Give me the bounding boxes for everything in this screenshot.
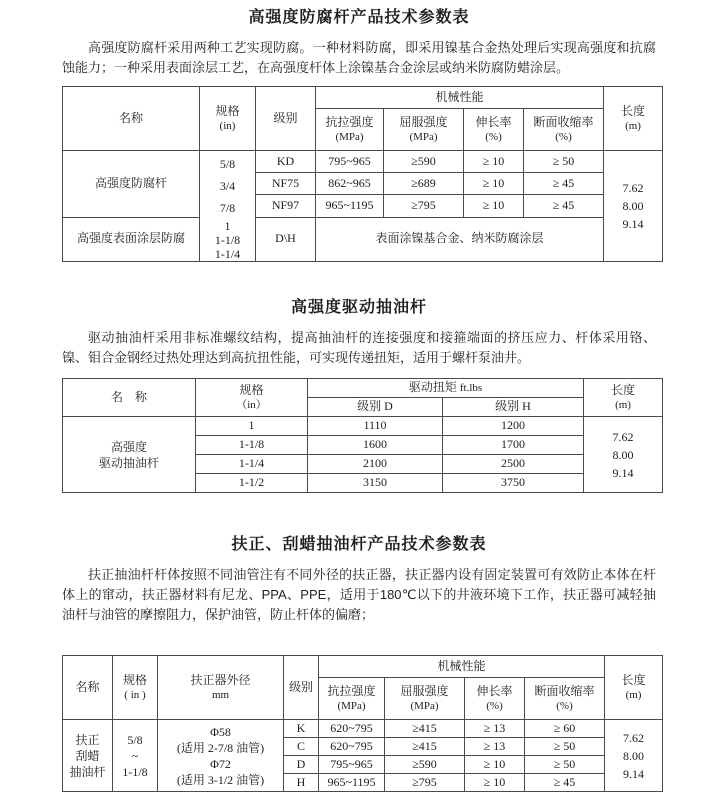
od-value: Φ72 — [210, 756, 231, 771]
product-name-line: 抽油杆 — [69, 764, 106, 779]
table-row — [63, 217, 663, 261]
product-name-line: 扶正 — [75, 732, 100, 747]
yield-unit: (MPa) — [409, 130, 438, 143]
length-value: 8.00 — [623, 748, 645, 763]
torque-d-cell: 1600 — [308, 436, 443, 455]
product-name-cell — [63, 417, 196, 493]
spec-cell: 1-1/4 — [196, 455, 308, 474]
od-note: (适用 2-7/8 油管) — [176, 740, 265, 755]
yield-label: 屈服强度 — [399, 115, 448, 130]
spec-value: 3/4 — [219, 179, 236, 193]
yield-cell: ≥689 — [384, 173, 464, 195]
elongation-header-cell — [465, 678, 525, 720]
reduction-header-cell — [525, 678, 605, 720]
length-unit: (m) — [625, 688, 642, 701]
yield-header-cell — [385, 678, 465, 720]
length-label: 长度 — [621, 673, 646, 688]
elongation-cell: ≥ 10 — [464, 173, 524, 195]
od-values-cell — [158, 720, 284, 792]
od-label: 扶正器外径 — [190, 673, 251, 688]
grade-cell: KD — [256, 151, 316, 173]
anticorrosion-rod-table — [62, 86, 663, 262]
length-value: 7.62 — [622, 181, 644, 195]
length-header-cell — [584, 379, 663, 417]
elongation-cell: ≥ 10 — [465, 756, 525, 774]
reduction-header-cell — [524, 109, 604, 151]
length-value: 9.14 — [622, 217, 644, 231]
coating-note-cell: 表面涂镍基合金、纳米防腐涂层 — [316, 217, 604, 261]
length-value: 7.62 — [612, 429, 634, 444]
spec-value: 5/8 — [127, 732, 143, 747]
spec-cell: 1-1/8 — [196, 436, 308, 455]
section1-intro: 高强度防腐杆采用两种工艺实现防腐。一种材料防腐，即采用镍基合金热处理后实现高强度和抗腐蚀能力；一种采用表面涂层工艺，在高强度杆体上涂镍基合金涂层或纳米防腐防蜡涂层。 — [62, 40, 656, 75]
section1-title: 高强度防腐杆产品技术参数表 — [248, 9, 470, 26]
spec-cell: 1 — [196, 417, 308, 436]
yield-cell: ≥795 — [384, 195, 464, 217]
torque-h-cell: 1700 — [443, 436, 584, 455]
torque-header-cell — [308, 379, 584, 398]
grade-cell: D — [284, 756, 319, 774]
torque-label: 驱动扭矩 — [408, 380, 457, 395]
yield-cell: ≥590 — [385, 756, 465, 774]
section3-intro: 扶正抽油杆杆体按照不同油管注有不同外径的扶正器，扶正器内设有固定装置可有效防止本体在杆体上的窜动，扶正器材料有尼龙、PPA、PPE，适用于180℃以下的井液环境下工作，扶正器可减轻抽油杆与油管的摩擦阻力，保护油管，防止杆体的偏磨； — [62, 567, 656, 622]
grade-cell: D\H — [256, 217, 316, 261]
length-label: 长度 — [611, 383, 636, 398]
elongation-label: 伸长率 — [476, 684, 513, 699]
yield-unit: (MPa) — [410, 699, 439, 712]
table-row — [63, 720, 663, 738]
tensile-cell: 620~795 — [319, 720, 385, 738]
centralizer-rod-table — [62, 655, 663, 792]
reduction-cell: ≥ 50 — [525, 756, 605, 774]
tensile-cell: 965~1195 — [319, 774, 385, 792]
table-row — [63, 417, 663, 436]
spec-unit: （in） — [236, 398, 267, 411]
yield-cell: ≥415 — [385, 738, 465, 756]
spec-value: 1 — [224, 219, 231, 233]
tensile-cell: 795~965 — [319, 756, 385, 774]
reduction-cell: ≥ 45 — [525, 774, 605, 792]
product-name-cell — [63, 720, 113, 792]
name-header-cell: 名 称 — [63, 379, 196, 417]
tensile-header-cell — [316, 109, 384, 151]
grade-cell: NF97 — [256, 195, 316, 217]
grade-header-cell: 级别 — [284, 656, 319, 720]
yield-cell: ≥795 — [385, 774, 465, 792]
length-header-cell — [604, 87, 663, 151]
length-header-cell — [605, 656, 663, 720]
grade-header-cell: 级别 — [256, 87, 316, 151]
length-unit: (m) — [615, 398, 631, 411]
spec-header-cell — [113, 656, 158, 720]
yield-header-cell — [384, 109, 464, 151]
spec-value: 7/8 — [219, 201, 236, 215]
elongation-label: 伸长率 — [475, 115, 512, 130]
mechanical-header-cell: 机械性能 — [316, 87, 604, 109]
length-value: 9.14 — [623, 766, 645, 781]
reduction-unit: (%) — [555, 130, 572, 143]
reduction-label: 断面收缩率 — [533, 115, 594, 130]
spec-value: 5/8 — [219, 157, 236, 171]
torque-unit: ft.lbs — [459, 382, 483, 395]
length-value: 8.00 — [612, 447, 634, 462]
spec-header-cell — [200, 87, 256, 151]
grade-cell: NF75 — [256, 173, 316, 195]
reduction-cell: ≥ 50 — [524, 151, 604, 173]
yield-label: 屈服强度 — [400, 684, 449, 699]
reduction-cell: ≥ 45 — [524, 195, 604, 217]
spec-unit: (in) — [219, 119, 236, 132]
mechanical-header-cell: 机械性能 — [319, 656, 605, 678]
tensile-cell: 862~965 — [316, 173, 384, 195]
section3-title: 扶正、刮蜡抽油杆产品技术参数表 — [231, 536, 487, 553]
tensile-label: 抗拉强度 — [327, 684, 376, 699]
od-header-cell — [158, 656, 284, 720]
section2-intro: 驱动抽油杆采用非标准螺纹结构，提高抽油杆的连接强度和接箍端面的挤压应力、杆体采用铬、镍、钼合金钢经过热处理达到高抗扭性能，可实现传递扭矩，适用于螺杆泵油井。 — [62, 330, 656, 365]
od-value: Φ58 — [210, 724, 231, 739]
name-header-cell: 名称 — [63, 87, 200, 151]
od-unit: mm — [211, 688, 230, 701]
spec-label: 规格 — [215, 104, 240, 119]
drive-rod-table — [62, 378, 663, 493]
section2-title: 高强度驱动抽油杆 — [290, 299, 427, 316]
product-name-cell: 高强度表面涂层防腐 — [63, 217, 200, 261]
length-value: 8.00 — [622, 199, 644, 213]
torque-h-cell: 3750 — [443, 474, 584, 493]
elongation-unit: (%) — [486, 699, 503, 712]
spec-value: 1-1/4 — [214, 247, 241, 261]
grade-d-header-cell: 级别 D — [308, 398, 443, 417]
spec-values-cell — [200, 151, 256, 262]
torque-d-cell: 2100 — [308, 455, 443, 474]
product-name-line: 刮蜡 — [75, 748, 100, 763]
tensile-cell: 965~1195 — [316, 195, 384, 217]
product-name-cell: 高强度防腐杆 — [63, 151, 200, 218]
product-name-line: 高强度 — [110, 439, 147, 454]
length-values-cell — [604, 151, 663, 262]
length-label: 长度 — [621, 104, 646, 119]
tensile-unit: (MPa) — [337, 699, 366, 712]
reduction-label: 断面收缩率 — [534, 684, 595, 699]
tensile-cell: 795~965 — [316, 151, 384, 173]
torque-h-cell: 1200 — [443, 417, 584, 436]
spec-label: 规格 — [239, 383, 264, 398]
spec-label: 规格 — [122, 673, 147, 688]
grade-cell: C — [284, 738, 319, 756]
torque-d-cell: 3150 — [308, 474, 443, 493]
spec-header-cell — [196, 379, 308, 417]
tensile-header-cell — [319, 678, 385, 720]
grade-h-header-cell: 级别 H — [443, 398, 584, 417]
od-note: (适用 3-1/2 油管) — [176, 772, 265, 787]
reduction-unit: (%) — [556, 699, 573, 712]
spec-value: 1-1/8 — [122, 764, 148, 779]
length-values-cell — [605, 720, 663, 792]
name-header-cell: 名称 — [63, 656, 113, 720]
reduction-cell: ≥ 45 — [524, 173, 604, 195]
tensile-label: 抗拉强度 — [325, 115, 374, 130]
length-unit: (m) — [625, 119, 641, 132]
elongation-cell: ≥ 13 — [465, 738, 525, 756]
torque-d-cell: 1110 — [308, 417, 443, 436]
yield-cell: ≥590 — [384, 151, 464, 173]
grade-cell: K — [284, 720, 319, 738]
elongation-cell: ≥ 10 — [464, 195, 524, 217]
elongation-cell: ≥ 13 — [465, 720, 525, 738]
grade-cell: H — [284, 774, 319, 792]
yield-cell: ≥415 — [385, 720, 465, 738]
table-row — [63, 151, 663, 173]
length-value: 7.62 — [623, 730, 645, 745]
product-name-line: 驱动抽油杆 — [98, 455, 159, 470]
length-value: 9.14 — [612, 465, 634, 480]
reduction-cell: ≥ 50 — [525, 738, 605, 756]
elongation-unit: (%) — [485, 130, 502, 143]
tensile-unit: (MPa) — [335, 130, 364, 143]
tensile-cell: 620~795 — [319, 738, 385, 756]
length-values-cell — [584, 417, 663, 493]
elongation-header-cell — [464, 109, 524, 151]
spec-unit: ( in ) — [124, 688, 146, 701]
elongation-cell: ≥ 10 — [465, 774, 525, 792]
spec-value: ~ — [131, 748, 139, 763]
reduction-cell: ≥ 60 — [525, 720, 605, 738]
elongation-cell: ≥ 10 — [464, 151, 524, 173]
spec-value: 1-1/8 — [214, 233, 241, 247]
torque-h-cell: 2500 — [443, 455, 584, 474]
spec-values-cell — [113, 720, 158, 792]
spec-cell: 1-1/2 — [196, 474, 308, 493]
